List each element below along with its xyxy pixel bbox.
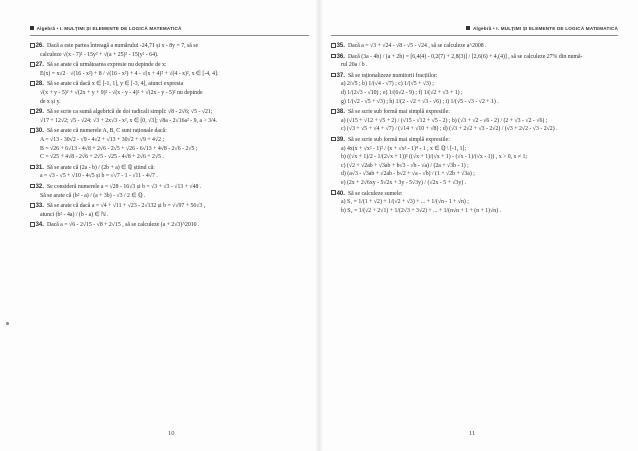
exercise-line: [30, 153, 309, 162]
exercise-28: [30, 80, 309, 106]
exercise-text: E(x) = x√2 · √(16 - x²) + 8 / √(16 - x²) + 4 - √(x + 4)² + √(4 - x)², x ∈ [-4, 4].: [40, 70, 219, 77]
exercise-text: d) 1/(2√3 - √10) ; e) 1/(6√2 - 9) ; f) 1/(√2 + √3 + 1) ;: [341, 89, 463, 96]
exercise-statement: [30, 202, 309, 211]
exercise-line: [331, 153, 618, 162]
exercise-line: [30, 89, 309, 98]
checkbox-icon: [331, 54, 336, 59]
exercise-statement: [30, 61, 309, 70]
exercise-29: [30, 108, 309, 125]
exercise-text: Dacă a = √3 + √24 - √8 - √5 - √24 , să se calculeze a^2008 .: [347, 43, 487, 49]
exercise-statement: [331, 42, 618, 51]
exercise-36: [331, 53, 618, 70]
exercise-text: c) (√3 + √5 + √4 + √7) / (√14 + √10 + √8) ; d) (√3 + 2√2 + √3 - 2√2) / (√3 + 2√2 - √3 - 2√2) .: [341, 126, 558, 133]
left-exercise-list: [30, 42, 309, 230]
exercise-text: c) (√2 + √2ab + √3ab + b√3 - √b - √a) / (2a + √3b - 1) ;: [341, 162, 469, 169]
exercise-text: C = √25 + 4√8 - 2√6 + 2√5 - √25 - 4√8 + 2√6 + 2√5 .: [40, 154, 164, 161]
right-page: [319, 0, 638, 451]
exercise-statement: [30, 127, 309, 136]
exercise-line: [331, 80, 618, 89]
exercise-number: 34.: [35, 222, 44, 229]
exercise-30: [30, 127, 309, 161]
exercise-text: Să se arate că numerele A, B, C sunt raționale dacă:: [46, 128, 167, 135]
checkbox-icon: [331, 109, 336, 114]
exercise-text: Să se scrie sub formă mai simplă expresiile:: [347, 109, 450, 116]
exercise-line: [331, 179, 618, 188]
exercise-statement: [30, 164, 309, 173]
checkbox-icon: [30, 109, 35, 114]
exercise-text: Se consideră numerele a = √28 - 16√3 și b = √3 + √3 - √13 + √48 .: [46, 183, 202, 190]
exercise-statement: [30, 42, 309, 51]
exercise-line: [30, 145, 309, 154]
exercise-number: 30.: [35, 128, 44, 135]
exercise-statement: [331, 53, 618, 62]
exercise-line: [30, 172, 309, 181]
exercise-number: 35.: [336, 43, 345, 49]
right-exercise-list: [331, 42, 618, 215]
exercise-statement: [331, 72, 618, 81]
exercise-statement: [331, 136, 618, 145]
left-page-header: [30, 26, 309, 36]
exercise-text: A = √13 - 30√2 - √9 - 4√2 + √13 + 30√2 + √9 + 4√2 ;: [40, 136, 165, 143]
exercise-text: d) (a√3 - √3ab + √2ab - b√2 + √a - √b) / (1 + √2b + √3a) ;: [341, 171, 475, 178]
exercise-text: a) 4x(x + √x² - 1)² / (x + √x² - 1)⁴ - 1 , x ∈ ℚ \ [-1, 1];: [341, 145, 467, 152]
exercise-text: √17 + 12√2; √5 - √24; √3 + 2x√3 - x², x ∈ [0, √3]; √8a - 2√16a² - 9, a > 3/4.: [40, 117, 218, 124]
exercise-40: [331, 190, 618, 216]
exercise-line: [331, 145, 618, 154]
checkbox-icon: [30, 184, 35, 189]
exercise-text: a) 2/√5 ; b) 1/(√4 - √7) ; c) 1/(√5 + √3) ;: [341, 81, 434, 88]
exercise-text: √(x + y - 5)² + √(2x + y + 9)² - √(x - y - 4)² + √(2x - y - 5)² nu depinde: [40, 89, 203, 96]
exercise-26: [30, 42, 309, 59]
left-header-text: Algebră • I. MULȚIMI ȘI ELEMENTE DE LOGICĂ MATEMATICĂ: [36, 26, 182, 31]
exercise-text: Să se raționalizeze numitorii fracțiilor:: [347, 72, 438, 79]
exercise-text: a) S₁ = 1/(1 + √2) + 1/(√2 + √3) + ... + 1/(√n - 1 + √n) ;: [341, 199, 469, 206]
exercise-text: rul 20a / b .: [341, 62, 368, 69]
exercise-statement: [30, 80, 309, 89]
exercise-number: 27.: [35, 62, 44, 69]
exercise-text: Dacă a = √6 - 2√15 - √8 + 2√15 , să se calculeze (a + 2√3)^2010 .: [46, 222, 200, 229]
exercise-text: Să se calculeze sumele:: [347, 190, 403, 197]
exercise-text: B = √26 + 6√13 - 4√8 + 2√6 - 2√5 + √26 - 6√13 + 4√8 - 2√6 - 2√5 ;: [40, 145, 198, 152]
checkbox-icon: [30, 62, 35, 67]
exercise-text: calculeze √(x - 7)² - 15y² + √(a + 25)² - 15(y² - 64).: [40, 51, 159, 58]
checkbox-icon: [331, 43, 336, 48]
exercise-text: e) (2x + 2√6xy - 5√2x + 3y - 5√3y) / (√2x - 5 + √3y) .: [341, 179, 467, 186]
exercise-27: [30, 61, 309, 78]
exercise-statement: [30, 108, 309, 117]
exercise-text: Dacă a este partea întreagă a numărului -24,71 și x - 8y = 7, să se: [46, 43, 199, 49]
exercise-text: g) 1/(√2 - √5 + √3) ; h) 1/(2 - √2 + √3 - √6) ; i) 1/(√5 - √3 - √2 + 1) .: [341, 98, 499, 105]
exercise-line: [331, 98, 618, 107]
right-header-text: Algebră • I. MULȚIMI ȘI ELEMENTE DE LOGICĂ MATEMATICĂ: [473, 26, 618, 31]
exercise-text: b) S₂ = 1/(√2 + 2√1) + 1/(2√3 + 3√2) + ... + 1/(n√n + 1 + (n + 1)√n) .: [341, 207, 502, 214]
checkbox-icon: [30, 43, 35, 48]
exercise-line: [331, 162, 618, 171]
exercise-line: [30, 70, 309, 79]
exercise-39: [331, 136, 618, 188]
checkbox-icon: [30, 203, 35, 208]
checkbox-icon: [331, 137, 336, 142]
exercise-line: [331, 170, 618, 179]
exercise-text: Să se arate că dacă a = √4 + √11 + √23 - 2√132 și b = √√97 + 56√3 ,: [46, 203, 206, 210]
left-page-number: 10: [168, 430, 175, 437]
exercise-number: 32.: [35, 183, 44, 190]
exercise-line: [30, 211, 309, 220]
exercise-line: [331, 125, 618, 134]
exercise-text: Dacă (3a - 4b) / (a + 2b) = [6,4(4) - 0,2(7) + 2,8(3)] / [2,6(6) + 4,(4)] , să se calculeze 27% din numă-: [347, 53, 583, 60]
checkbox-icon: [30, 165, 35, 170]
exercise-number: 39.: [336, 136, 345, 143]
right-page-number: 11: [469, 430, 476, 437]
square-icon: [30, 26, 34, 30]
exercise-34: [30, 221, 309, 230]
exercise-line: [331, 117, 618, 126]
exercise-32: [30, 183, 309, 200]
exercise-line: [30, 51, 309, 60]
checkbox-icon: [331, 73, 336, 78]
checkbox-icon: [30, 222, 35, 227]
right-page-header: [331, 26, 618, 36]
exercise-number: 33.: [35, 203, 44, 210]
exercise-text: Să se arate că (2a - b) / (2b + a) ∈ ℚ știind că:: [46, 164, 155, 171]
exercise-text: a) (√15 + √12 + √5 + 2) / (√15 - √12 + √5 - 2) ; b) (√3 + √2 - √6 - 2) / (2 + √3 - √2 - √6) ;: [341, 117, 548, 124]
exercise-line: [331, 198, 618, 207]
exercise-number: 38.: [336, 109, 345, 116]
exercise-number: 28.: [35, 81, 44, 88]
exercise-line: [331, 89, 618, 98]
exercise-number: 26.: [35, 43, 44, 49]
exercise-statement: [30, 183, 309, 192]
checkbox-icon: [331, 190, 336, 195]
exercise-text: b) ((√x + 1)/2 - 1/(2√x + 1))² ((√x + 1)/(√x + 1) - (√x - 1)/(√x - 1)) , x > 0, x ≠ 1;: [341, 154, 528, 161]
exercise-statement: [331, 108, 618, 117]
exercise-38: [331, 108, 618, 134]
exercise-line: [331, 61, 618, 70]
exercise-text: Să se scrie sub formă mai simplă expresiile:: [347, 136, 450, 143]
exercise-37: [331, 72, 618, 106]
exercise-number: 29.: [35, 109, 44, 116]
exercise-line: [30, 117, 309, 126]
square-icon: [466, 26, 470, 30]
exercise-number: 36.: [336, 53, 345, 60]
checkbox-icon: [30, 81, 35, 86]
exercise-statement: [331, 190, 618, 199]
exercise-line: [30, 98, 309, 107]
exercise-line: [331, 207, 618, 216]
exercise-line: [30, 136, 309, 145]
exercise-number: 37.: [336, 72, 345, 79]
exercise-text: de x și y.: [40, 98, 61, 105]
exercise-statement: [30, 221, 309, 230]
exercise-31: [30, 164, 309, 181]
exercise-35: [331, 42, 618, 51]
checkbox-icon: [30, 128, 35, 133]
exercise-text: atunci (b² - 4a) / (b - a) ∈ ℕ .: [40, 211, 109, 218]
exercise-number: 31.: [35, 164, 44, 171]
exercise-line: [30, 192, 309, 201]
exercise-number: 40.: [336, 190, 345, 197]
exercise-33: [30, 202, 309, 219]
exercise-text: Să se scrie ca sumă algebrică de doi radicali simpli: √8 - 2√6; √5 - √21;: [46, 109, 213, 116]
exercise-text: Să se arate că dacă x ∈ [-1, 1], y ∈ [-3, 4], atunci expresia: [46, 81, 184, 88]
exercise-text: Să se arate că următoarea expresie nu depinde de x:: [46, 62, 167, 69]
exercise-text: a = √3 - √5 + √10 - 4√5 și b = √√7 - 1 - √11 - 4√7 .: [40, 173, 158, 180]
exercise-text: Să se arate că (b² - a) / (a + 3b) - √3 / 2 ∈ ℚ .: [40, 192, 146, 199]
